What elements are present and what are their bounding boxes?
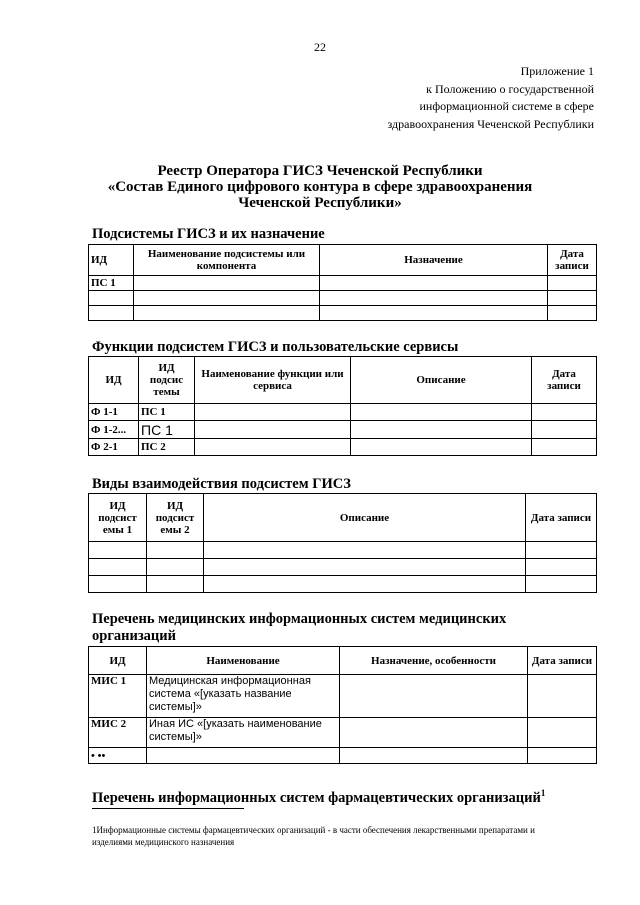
table-cell bbox=[532, 421, 597, 439]
table-cell bbox=[532, 404, 597, 421]
table-cell bbox=[204, 542, 526, 559]
table-cell bbox=[204, 559, 526, 576]
section-heading-interactions: Виды взаимодействия подсистем ГИСЗ bbox=[92, 476, 351, 492]
col-header: ИД bbox=[89, 647, 147, 675]
col-header: ИД подсист емы 1 bbox=[89, 494, 147, 542]
table-cell bbox=[89, 559, 147, 576]
table-cell bbox=[528, 718, 597, 748]
title-line: Чеченской Республики» bbox=[238, 195, 402, 211]
appendix-line: Приложение 1 bbox=[520, 64, 594, 78]
footnote-ref: 1 bbox=[540, 788, 546, 798]
table-cell bbox=[548, 291, 597, 306]
table-cell bbox=[89, 291, 134, 306]
section-heading-functions: Функции подсистем ГИСЗ и пользовательские сервисы bbox=[92, 339, 459, 355]
table-cell: Иная ИС «[указать наименование системы]» bbox=[147, 718, 340, 748]
table-cell bbox=[147, 748, 340, 764]
table-cell: Медицинская информационная система «[указать название системы]» bbox=[147, 675, 340, 718]
heading-line: Перечень медицинских информационных систем медицинских bbox=[92, 611, 507, 627]
interactions-table bbox=[88, 493, 597, 593]
section-heading-subsystems: Подсистемы ГИСЗ и их назначение bbox=[92, 226, 325, 242]
heading-line: организаций bbox=[92, 628, 176, 644]
table-cell: Ф 1-2... bbox=[89, 421, 139, 439]
col-header: Наименование функции или сервиса bbox=[195, 357, 351, 404]
table-cell bbox=[548, 306, 597, 321]
heading-text: Перечень информационных систем фармацевтических организаций bbox=[92, 789, 541, 806]
table-cell bbox=[195, 404, 351, 421]
table-cell bbox=[340, 718, 528, 748]
section-heading-mis bbox=[92, 611, 506, 645]
table-cell bbox=[134, 276, 320, 291]
table-cell: ПС 1 bbox=[139, 404, 195, 421]
table-cell bbox=[351, 404, 532, 421]
table-cell: ПС 2 bbox=[139, 439, 195, 456]
footnote: 1Информационные системы фармацевтических организаций - в части обеспечения лекарственными препаратами и изделиями медицинского назначения bbox=[92, 825, 535, 847]
col-header: Дата записи bbox=[532, 357, 597, 404]
table-cell bbox=[340, 748, 528, 764]
table-cell bbox=[89, 306, 134, 321]
table-cell bbox=[340, 675, 528, 718]
table-cell bbox=[147, 542, 204, 559]
appendix-line: информационной системе в сфере bbox=[419, 99, 594, 113]
table-cell bbox=[548, 276, 597, 291]
col-header: ИД bbox=[89, 357, 139, 404]
table-cell bbox=[528, 748, 597, 764]
table-cell bbox=[320, 306, 548, 321]
table-cell bbox=[351, 439, 532, 456]
mis-table bbox=[88, 646, 597, 764]
col-header: Дата записи bbox=[548, 245, 597, 276]
col-header: Назначение, особенности bbox=[340, 647, 528, 675]
table-cell: МИС 2 bbox=[89, 718, 147, 748]
page-number: 22 bbox=[314, 40, 326, 54]
section-heading-pharmacy bbox=[92, 785, 545, 807]
table-cell bbox=[532, 439, 597, 456]
appendix-line: к Положению о государственной bbox=[426, 81, 594, 96]
table-cell: Ф 1-1 bbox=[89, 404, 139, 421]
title-line: Реестр Оператора ГИСЗ Чеченской Республики bbox=[157, 163, 483, 179]
table-cell bbox=[147, 576, 204, 593]
table-cell: Ф 2-1 bbox=[89, 439, 139, 456]
table-cell bbox=[89, 576, 147, 593]
table-cell bbox=[134, 291, 320, 306]
functions-table bbox=[88, 356, 597, 456]
col-header: ИД подсис темы bbox=[139, 357, 195, 404]
col-header: Дата записи bbox=[528, 647, 597, 675]
table-cell bbox=[195, 439, 351, 456]
table-cell bbox=[526, 576, 597, 593]
table-cell bbox=[320, 276, 548, 291]
col-header: Дата записи bbox=[526, 494, 597, 542]
table-cell bbox=[89, 542, 147, 559]
table-cell bbox=[528, 675, 597, 718]
appendix-note bbox=[388, 63, 594, 133]
table-cell bbox=[320, 291, 548, 306]
col-header: Назначение bbox=[320, 245, 548, 276]
table-cell: МИС 1 bbox=[89, 675, 147, 718]
col-header: Наименование подсистемы или компонента bbox=[134, 245, 320, 276]
col-header: ИД подсист емы 2 bbox=[147, 494, 204, 542]
col-header: ИД bbox=[89, 245, 134, 276]
table-cell bbox=[147, 559, 204, 576]
table-cell bbox=[195, 421, 351, 439]
col-header: Наименование bbox=[147, 647, 340, 675]
table-cell: ПС 1 bbox=[89, 276, 134, 291]
footnote-divider bbox=[92, 808, 244, 809]
table-cell bbox=[351, 421, 532, 439]
table-cell: • •• bbox=[89, 748, 147, 764]
table-cell: ПС 1 bbox=[139, 421, 195, 439]
table-cell bbox=[204, 576, 526, 593]
col-header: Описание bbox=[204, 494, 526, 542]
col-header: Описание bbox=[351, 357, 532, 404]
table-cell bbox=[526, 542, 597, 559]
subsystems-table bbox=[88, 244, 597, 321]
appendix-line: здравоохранения Чеченской Республики bbox=[387, 116, 594, 131]
table-cell bbox=[526, 559, 597, 576]
document-title bbox=[0, 163, 640, 211]
title-line: «Состав Единого цифрового контура в сфере здравоохранения bbox=[107, 179, 533, 195]
table-cell bbox=[134, 306, 320, 321]
